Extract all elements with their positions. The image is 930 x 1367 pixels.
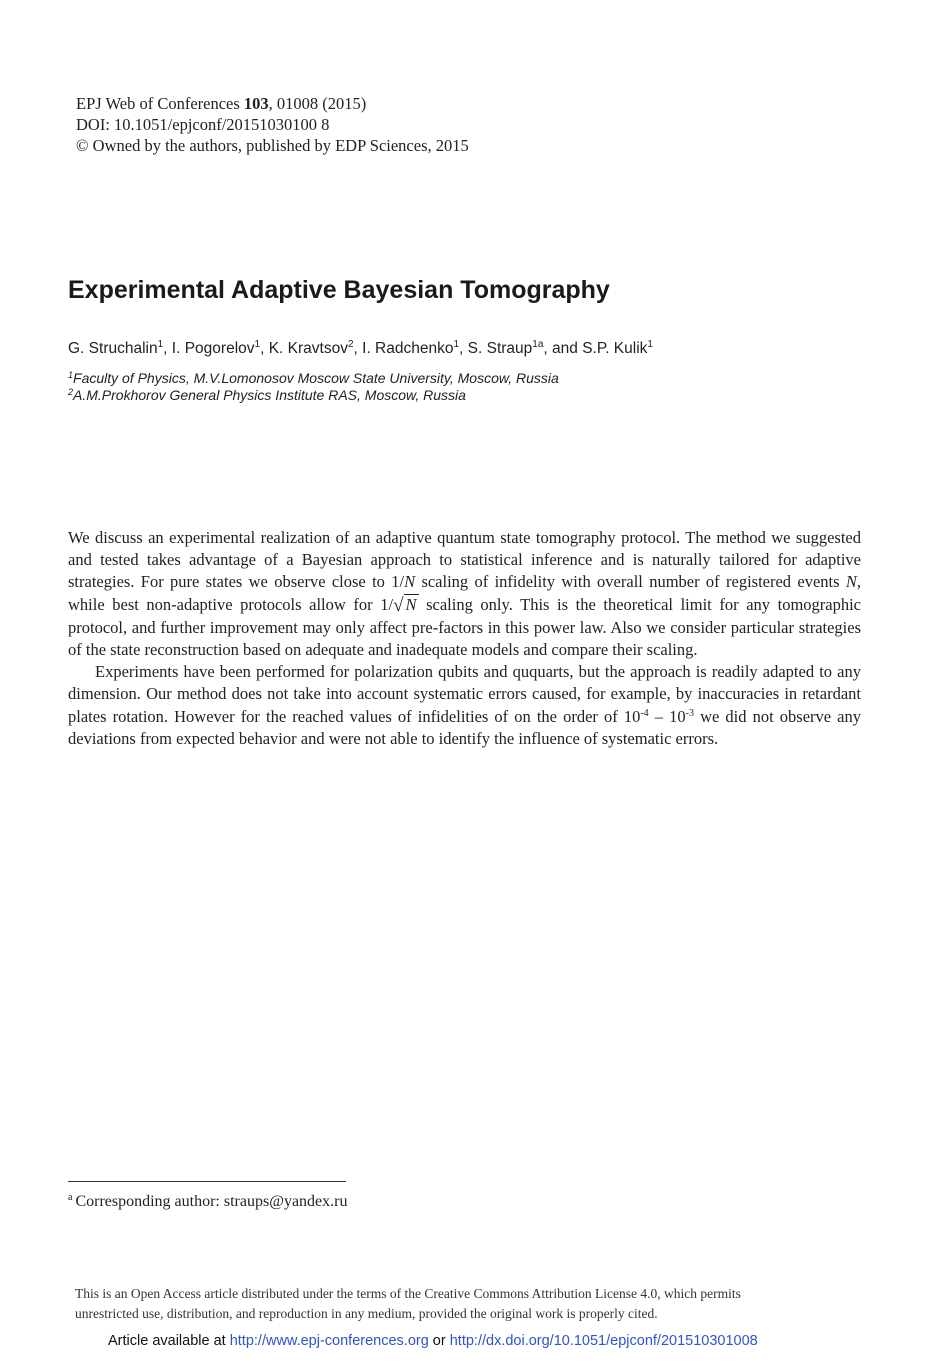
affiliation-text: A.M.Prokhorov General Physics Institute RAS, Moscow, Russia (73, 387, 466, 403)
author-name: S. Straup (467, 340, 533, 357)
affiliation-item (68, 370, 559, 387)
author-name: I. Pogorelov (171, 340, 255, 357)
journal-copyright: © Owned by the authors, published by EDP Sciences, 2015 (76, 136, 469, 155)
author-separator: , (163, 340, 172, 357)
journal-doi: DOI: 10.1051/epjconf/20151030100 8 (76, 115, 330, 134)
journal-citation (76, 93, 469, 114)
availability-prefix: Article available at (108, 1333, 230, 1349)
author-name: I. Radchenko (362, 340, 454, 357)
author-affiliation-marker: 1 (453, 339, 460, 350)
journal-article-year: , 01008 (2015) (268, 94, 367, 113)
affiliation-item (68, 387, 559, 404)
license-line: This is an Open Access article distributed under the terms of the Creative Commons Attribution License 4.0, which permits (75, 1286, 741, 1301)
footnote-marker: a (68, 1192, 73, 1203)
author-name: S.P. Kulik (582, 340, 648, 357)
journal-volume: 103 (243, 94, 269, 113)
abstract-text: Experiments have been performed for polarization qubits and ququarts, but the approach is readily adapted to any dimension. Our method does not take into account systematic errors caused, for example, by inaccuracies in retardant plates rotation. However for the reached values of infidelities of on the order of 10 (68, 662, 861, 726)
author-affiliation-marker: 1 (254, 339, 261, 350)
author-separator: , (260, 340, 269, 357)
license-notice (75, 1284, 855, 1324)
math-variable: N (404, 572, 416, 592)
affiliation-marker: 1 (68, 370, 74, 380)
abstract-text: , while best non-adaptive protocols allow for 1/ (68, 572, 861, 614)
affiliation-list (68, 370, 559, 404)
exponent: -3 (685, 707, 694, 719)
author-affiliation-marker: 1 (647, 339, 653, 350)
author-affiliation-marker: 1 (157, 339, 164, 350)
footnote-text: Corresponding author: straups@yandex.ru (75, 1193, 348, 1210)
exponent: -4 (640, 707, 649, 719)
journal-header (76, 93, 469, 156)
sqrt-expression (393, 594, 418, 617)
journal-prefix: EPJ Web of Conferences (76, 94, 244, 113)
radical-sign: √ (393, 594, 404, 616)
epj-conferences-link[interactable]: http://www.epj-conferences.org (229, 1333, 429, 1349)
availability-separator: or (428, 1333, 450, 1349)
abstract-paragraph (68, 527, 861, 661)
doi-link[interactable]: http://dx.doi.org/10.1051/epjconf/201510301008 (449, 1333, 758, 1349)
author-separator: , and (543, 340, 583, 357)
author-name: K. Kravtsov (268, 340, 348, 357)
abstract-text: – 10 (648, 706, 686, 726)
affiliation-text: Faculty of Physics, M.V.Lomonosov Moscow State University, Moscow, Russia (73, 370, 559, 386)
paper-title: Experimental Adaptive Bayesian Tomography (68, 276, 610, 304)
abstract-paragraph (68, 661, 861, 750)
math-variable: N (845, 572, 857, 592)
author-affiliation-marker: 1a (532, 339, 544, 350)
footnote-divider (68, 1181, 346, 1182)
license-line: unrestricted use, distribution, and reproduction in any medium, provided the original work is properly cited. (75, 1306, 658, 1321)
abstract-text: scaling only. This is the theoretical limit for any tomographic protocol, and further improvement may only affect pre-factors in this power law. Also we consider particular strategies of the state reconstruction based on adequate and inadequate models and compare their scaling. (68, 594, 862, 660)
abstract-text: We discuss an experimental realization of an adaptive quantum state tomography protocol. The method we suggested and tested takes advantage of a Bayesian approach to statistical inference and is naturally tailored for adaptive strategies. For pure states we observe close to 1/ (68, 528, 861, 592)
author-affiliation-marker: 2 (347, 339, 354, 350)
abstract-text: we did not observe any deviations from expected behavior and were not able to identify the influence of systematic errors. (68, 706, 862, 748)
footnote (68, 1193, 347, 1211)
article-availability (108, 1333, 758, 1349)
abstract-text: scaling of infidelity with overall number of registered events (415, 572, 846, 592)
math-variable: N (405, 594, 417, 614)
author-separator: , (353, 340, 363, 357)
author-list (68, 340, 653, 358)
author-name: G. Struchalin (68, 340, 158, 357)
affiliation-marker: 2 (68, 387, 74, 397)
author-separator: , (459, 340, 468, 357)
abstract (68, 527, 861, 750)
